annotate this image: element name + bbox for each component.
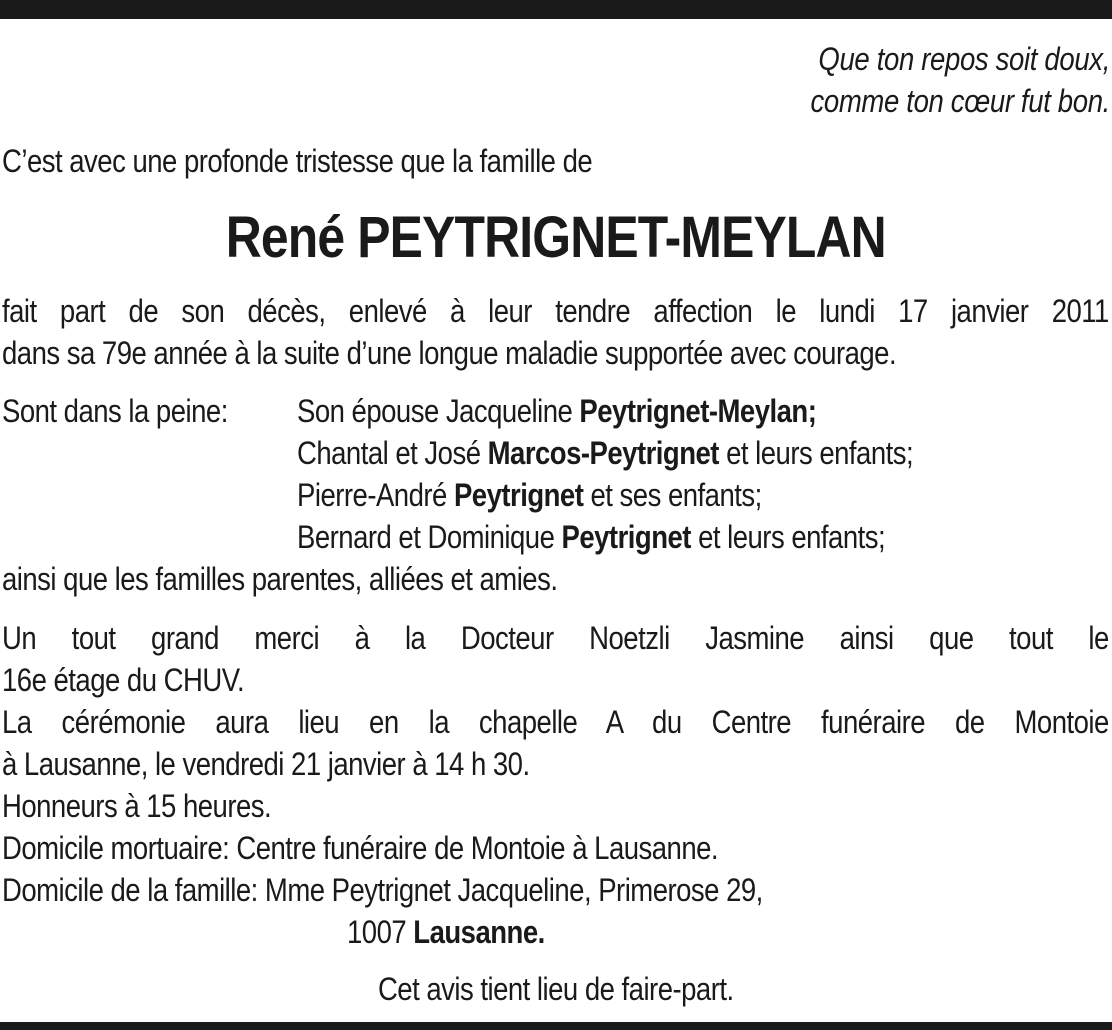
epigraph-line-2: comme ton cœur fut bon.	[810, 83, 1110, 119]
mourner-prefix: Son épouse Jacqueline	[297, 393, 580, 429]
mourner-suffix: et ses enfants;	[583, 477, 762, 513]
mourner-suffix: et leurs enfants;	[690, 519, 886, 555]
footer-notice-text: Cet avis tient lieu de faire-part.	[378, 971, 734, 1007]
intro-text: C’est avec une profonde tristesse que la famille de	[2, 143, 593, 179]
footer-notice	[0, 968, 1112, 1010]
mourner-prefix: Bernard et Dominique	[297, 519, 562, 555]
announcement-line-2: dans sa 79e année à la suite d’une longue maladie supportée avec courage.	[2, 335, 897, 371]
mourner-entry	[297, 474, 762, 516]
mourner-surname: Peytrignet	[561, 519, 691, 555]
ceremony-line-2: à Lausanne, le vendredi 21 janvier à 14 h 30.	[2, 746, 530, 782]
mourners-closing: ainsi que les familles parentes, alliées et amies.	[2, 561, 558, 597]
thanks-line-1	[2, 617, 1109, 659]
mourner-entry	[297, 516, 885, 558]
ceremony-line-1	[2, 701, 1109, 743]
postcode: 1007	[347, 914, 414, 950]
announcement-line-1	[2, 290, 1109, 332]
announcement-line-1-text: fait part de son décès, enlevé à leur tendre affection le lundi 17 janvier 2011	[2, 293, 1109, 329]
epigraph-line-1: Que ton repos soit doux,	[818, 41, 1110, 77]
mourner-entry	[297, 432, 913, 474]
honours-text: Honneurs à 15 heures.	[2, 788, 272, 824]
mourner-prefix: Chantal et José	[297, 435, 488, 471]
ceremony-line-1-text: La cérémonie aura lieu en la chapelle A du Centre funéraire de Montoie	[2, 704, 1109, 740]
top-rule	[0, 0, 1112, 19]
mourner-surname: Peytrignet-Meylan;	[579, 393, 817, 429]
mourner-surname: Peytrignet	[453, 477, 584, 513]
mourner-entry	[297, 390, 816, 432]
epigraph	[508, 38, 1110, 122]
city: Lausanne.	[413, 914, 545, 950]
thanks-line-1-text: Un tout grand merci à la Docteur Noetzli Jasmine ainsi que tout le	[2, 620, 1109, 656]
deceased-name-text: René PEYTRIGNET-MEYLAN	[225, 205, 887, 270]
thanks-line-2: 16e étage du CHUV.	[2, 662, 245, 698]
mourner-suffix: et leurs enfants;	[718, 435, 914, 471]
deceased-name	[0, 200, 1112, 276]
bottom-rule	[0, 1022, 1112, 1030]
mourner-surname: Marcos-Peytrignet	[487, 435, 719, 471]
family-address-line-1: Domicile de la famille: Mme Peytrignet Jacqueline, Primerose 29,	[2, 872, 763, 908]
mourners-label: Sont dans la peine:	[2, 393, 228, 429]
mourner-prefix: Pierre-André	[297, 477, 454, 513]
mortuary-text: Domicile mortuaire: Centre funéraire de Montoie à Lausanne.	[2, 830, 719, 866]
family-address-line-2	[347, 911, 545, 953]
